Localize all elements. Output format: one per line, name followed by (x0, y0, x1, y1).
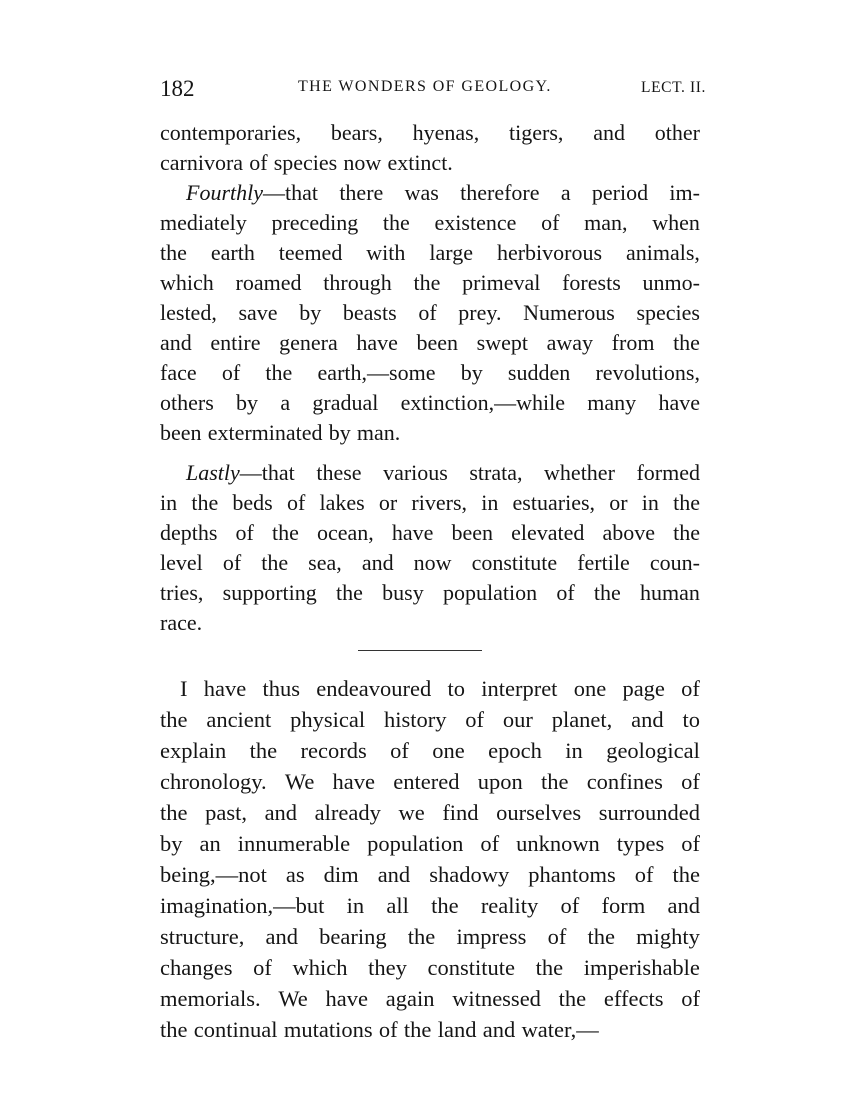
word: explain (160, 738, 227, 763)
word: sudden (507, 360, 571, 385)
word: an (199, 831, 221, 856)
word: unmo- (642, 270, 700, 295)
word: of (541, 210, 560, 235)
word: strata, (469, 460, 523, 485)
word: Numerous (523, 300, 615, 325)
word: now (343, 150, 382, 175)
word: planet, (551, 707, 613, 732)
word: in (641, 490, 659, 515)
word: in (565, 738, 583, 763)
word: face (160, 360, 197, 385)
word: to (447, 676, 465, 701)
word: innumerable (237, 831, 351, 856)
word: beds (232, 490, 273, 515)
text-line (160, 118, 700, 148)
word: bears, (330, 120, 383, 145)
word: upon (477, 769, 523, 794)
word: rivers, (411, 490, 468, 515)
word: one (432, 738, 465, 763)
word: have (203, 676, 247, 701)
word: preceding (271, 210, 359, 235)
word: all (386, 893, 409, 918)
word: the (336, 580, 363, 605)
word: chronology. (160, 769, 267, 794)
word: contemporaries, (160, 120, 302, 145)
word: of (253, 955, 272, 980)
word: was (404, 180, 439, 205)
paragraph-carnivora (160, 118, 700, 178)
word: in (481, 490, 499, 515)
word: and (361, 550, 394, 575)
word: the (160, 1017, 188, 1042)
word: lested, (160, 300, 217, 325)
word: many (587, 390, 637, 415)
word: of (480, 831, 500, 856)
word: structure, (160, 924, 245, 949)
text-line (160, 673, 700, 704)
word: We (278, 986, 308, 1011)
word: the (249, 738, 278, 763)
section-divider (358, 650, 482, 651)
word: we (398, 800, 425, 825)
word: busy (382, 580, 424, 605)
word: changes (160, 955, 233, 980)
word: away (546, 330, 594, 355)
word: have (658, 390, 700, 415)
text-line (160, 548, 700, 578)
page-number: 182 (160, 76, 195, 101)
word: being,—not (160, 862, 267, 887)
word: and (264, 800, 298, 825)
word: tigers, (509, 120, 564, 145)
word: therefore (460, 180, 540, 205)
word: earth,—some (317, 360, 436, 385)
word: when (652, 210, 700, 235)
word: period (591, 180, 649, 205)
word: herbivorous (496, 240, 603, 265)
word: beasts (342, 300, 397, 325)
word: I (180, 676, 188, 701)
word: level (160, 550, 203, 575)
text-line (160, 578, 700, 608)
word: We (284, 769, 315, 794)
word: now (413, 550, 452, 575)
word: interpret (481, 676, 558, 701)
word: the (673, 520, 700, 545)
word: of (547, 924, 567, 949)
text-line (160, 828, 700, 859)
word: continual (193, 1017, 278, 1042)
word: coun- (649, 550, 700, 575)
word: the (407, 924, 436, 949)
word: confines (586, 769, 663, 794)
word: or (378, 490, 398, 515)
word: impress (456, 924, 527, 949)
word: other (654, 120, 700, 145)
text-line (160, 488, 700, 518)
word: and (377, 862, 411, 887)
word: tries, (160, 580, 204, 605)
word: a (560, 180, 571, 205)
word: the (261, 550, 289, 575)
text-line (160, 921, 700, 952)
word: im- (669, 180, 700, 205)
word: race. (160, 610, 203, 635)
word: save (238, 300, 278, 325)
text-line (160, 983, 700, 1014)
word: in (160, 490, 178, 515)
text-line (160, 952, 700, 983)
text-line (160, 704, 700, 735)
word: these (316, 460, 362, 485)
word: man. (356, 420, 401, 445)
word: epoch (488, 738, 542, 763)
word: earth (210, 240, 255, 265)
word: surrounded (598, 800, 700, 825)
word: constitute (471, 550, 558, 575)
text-line (160, 766, 700, 797)
word: have (332, 769, 376, 794)
text-line (160, 328, 700, 358)
word: extinct. (387, 150, 453, 175)
text-line (160, 148, 700, 178)
word: and (160, 330, 192, 355)
word: roamed (235, 270, 302, 295)
word: of (378, 1017, 398, 1042)
word: of (560, 893, 580, 918)
word: the (431, 893, 459, 918)
word: others (160, 390, 214, 415)
word: formed (636, 460, 700, 485)
word: of (249, 150, 268, 175)
word: been (416, 330, 459, 355)
text-line (160, 388, 700, 418)
word: thus (262, 676, 300, 701)
word: man, (584, 210, 628, 235)
word: history (383, 707, 447, 732)
running-header (160, 76, 706, 106)
word: unknown (516, 831, 600, 856)
word: teemed (278, 240, 343, 265)
word: the (265, 360, 293, 385)
text-line (160, 238, 700, 268)
word: above (602, 520, 656, 545)
word: mediately (160, 210, 247, 235)
word: in (346, 893, 365, 918)
word: the (413, 270, 441, 295)
word: through (323, 270, 392, 295)
word: primeval (462, 270, 541, 295)
word: lakes (319, 490, 365, 515)
word: ourselves (496, 800, 582, 825)
word: of (286, 490, 306, 515)
word: form (601, 893, 646, 918)
word: forests (562, 270, 621, 295)
word: elevated (511, 520, 585, 545)
word: phantoms (528, 862, 616, 887)
text-line (160, 1014, 700, 1045)
word: Fourthly—that (186, 180, 318, 205)
word: records (300, 738, 367, 763)
word: reality (480, 893, 539, 918)
word: population (367, 831, 464, 856)
word: ancient (206, 707, 272, 732)
text-line (160, 358, 700, 388)
word: swept (476, 330, 528, 355)
text-line (160, 418, 700, 448)
word: have (356, 330, 398, 355)
text-line (160, 859, 700, 890)
word: types (616, 831, 665, 856)
word: the (160, 707, 188, 732)
word: gradual (312, 390, 379, 415)
word: of (681, 769, 700, 794)
word: sea, (308, 550, 342, 575)
text-line (160, 518, 700, 548)
word: ocean, (316, 520, 374, 545)
text-line (160, 178, 700, 208)
word: endeavoured (316, 676, 432, 701)
word: by (236, 390, 259, 415)
word: of (634, 862, 654, 887)
word: water,— (521, 1017, 599, 1042)
word: supporting (222, 580, 317, 605)
word: extinction,—while (400, 390, 565, 415)
word: the (540, 769, 569, 794)
word: our (502, 707, 533, 732)
word: already (314, 800, 381, 825)
word: mutations (283, 1017, 373, 1042)
word: Lastly—that (186, 460, 295, 485)
lecture-label: LECT. II. (641, 79, 706, 96)
word: find (442, 800, 479, 825)
word: the (191, 490, 219, 515)
text-line (160, 268, 700, 298)
word: of (221, 360, 241, 385)
word: existence (434, 210, 517, 235)
paragraph-conclusion (160, 673, 700, 1045)
word: whether (544, 460, 615, 485)
word: constitute (427, 955, 515, 980)
word: the (271, 520, 299, 545)
text-line (160, 298, 700, 328)
word: effects (603, 986, 664, 1011)
word: have (325, 986, 368, 1011)
word: by (299, 300, 322, 325)
word: entire (210, 330, 261, 355)
word: species (273, 150, 338, 175)
word: revolutions, (595, 360, 700, 385)
word: species (636, 300, 700, 325)
word: mighty (636, 924, 700, 949)
word: exterminated (207, 420, 323, 445)
word: imperishable (583, 955, 700, 980)
word: which (292, 955, 348, 980)
word: population (442, 580, 538, 605)
word: large (429, 240, 473, 265)
word: entered (393, 769, 460, 794)
word: the (672, 862, 700, 887)
word: of (235, 520, 254, 545)
word: the (160, 800, 188, 825)
word: a (280, 390, 291, 415)
word: or (609, 490, 628, 515)
text-line (160, 458, 700, 488)
word: been (451, 520, 493, 545)
word: the (382, 210, 410, 235)
word: of (681, 831, 700, 856)
word: the (587, 924, 615, 949)
word: by (328, 420, 351, 445)
text-line (160, 890, 700, 921)
word: by (160, 831, 183, 856)
word: shadowy (429, 862, 510, 887)
word: the (673, 490, 700, 515)
word: and (631, 707, 664, 732)
word: memorials. (160, 986, 261, 1011)
word: from (611, 330, 655, 355)
word: there (339, 180, 384, 205)
word: various (383, 460, 448, 485)
word: carnivora (160, 150, 244, 175)
word: the (403, 1017, 432, 1042)
word: they (368, 955, 407, 980)
word: again (385, 986, 435, 1011)
word: animals, (626, 240, 700, 265)
word: human (640, 580, 700, 605)
word: with (366, 240, 406, 265)
word: of (390, 738, 409, 763)
paragraph-fourthly (160, 178, 700, 448)
text-line (160, 797, 700, 828)
running-title: THE WONDERS OF GEOLOGY. (298, 78, 552, 95)
word: dim (323, 862, 359, 887)
word: the (535, 955, 564, 980)
word: the (160, 240, 187, 265)
word: estuaries, (512, 490, 596, 515)
emphasis-word: Fourthly (186, 180, 263, 205)
word: bearing (319, 924, 387, 949)
word: witnessed (452, 986, 541, 1011)
word: hyenas, (412, 120, 480, 145)
word: imagination,—but (160, 893, 325, 918)
paragraph-lastly (160, 458, 700, 638)
word: of (681, 676, 700, 701)
word: and (265, 924, 298, 949)
word: prey. (458, 300, 502, 325)
text-line (160, 208, 700, 238)
word: depths (160, 520, 218, 545)
word: and (482, 1017, 516, 1042)
word: land (437, 1017, 477, 1042)
text-line (160, 608, 700, 638)
word: of (418, 300, 437, 325)
word: as (285, 862, 305, 887)
word: fertile (577, 550, 630, 575)
word: page (622, 676, 665, 701)
text-line (160, 735, 700, 766)
word: and (593, 120, 625, 145)
emphasis-word: Lastly (186, 460, 240, 485)
word: the (673, 330, 700, 355)
word: of (465, 707, 485, 732)
word: geological (606, 738, 700, 763)
word: of (681, 986, 700, 1011)
word: by (460, 360, 483, 385)
word: which (160, 270, 214, 295)
word: physical (290, 707, 366, 732)
word: the (558, 986, 587, 1011)
word: genera (279, 330, 338, 355)
word: been (160, 420, 202, 445)
word: the (593, 580, 621, 605)
word: have (391, 520, 434, 545)
word: and (667, 893, 700, 918)
word: to (682, 707, 700, 732)
word: of (222, 550, 242, 575)
word: one (573, 676, 607, 701)
word: of (556, 580, 575, 605)
word: past, (205, 800, 247, 825)
